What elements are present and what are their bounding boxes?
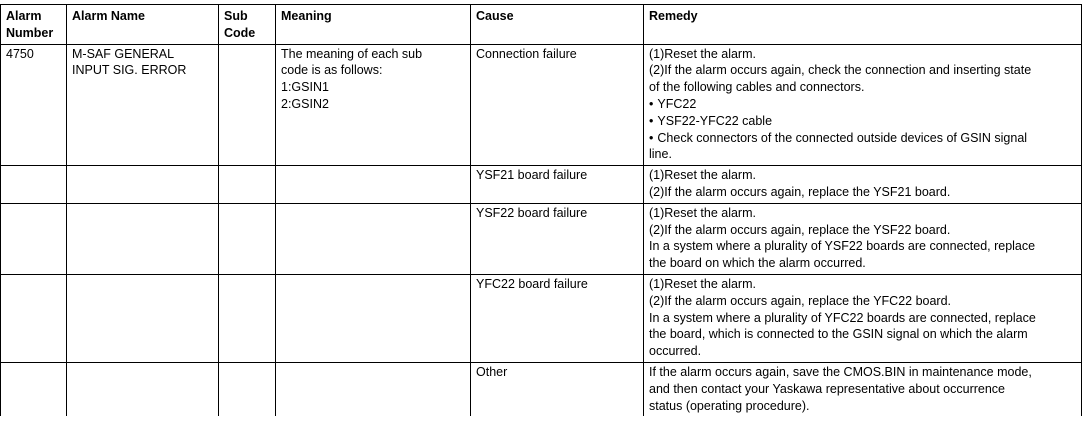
- meaning-cell: [276, 166, 471, 204]
- remedy-bullet-text: YSF22-YFC22 cable: [657, 113, 773, 128]
- meaning-cell: [276, 203, 471, 274]
- remedy-line: line.: [649, 147, 672, 162]
- remedy-bullet-item: [649, 96, 1076, 113]
- remedy-line: occurred.: [649, 344, 702, 359]
- cause-cell: [471, 44, 644, 166]
- cause-text: Connection failure: [476, 46, 577, 61]
- remedy-bullet-text: Check connectors of the connected outside devices of GSIN signal: [657, 130, 1028, 145]
- cause-text: YSF22 board failure: [476, 205, 588, 220]
- header-sub-code-line1: Sub: [224, 9, 248, 23]
- cause-text: YFC22 board failure: [476, 276, 588, 291]
- sub-code-cell: [219, 362, 276, 416]
- remedy-bullet-text: YFC22: [657, 96, 697, 111]
- remedy-line: (1)Reset the alarm.: [649, 46, 756, 61]
- sub-code-cell: [219, 166, 276, 204]
- meaning-cell: [276, 274, 471, 362]
- remedy-cell: [644, 44, 1082, 166]
- alarm-name-cell: [67, 166, 219, 204]
- meaning-line3: 1:GSIN1: [281, 80, 329, 95]
- table-row: [1, 166, 1082, 204]
- remedy-line: In a system where a plurality of YFC22 boards are connected, replace: [649, 310, 1036, 325]
- remedy-line: (2)If the alarm occurs again, replace the YSF22 board.: [649, 222, 951, 237]
- meaning-cell: [276, 44, 471, 166]
- remedy-line: (2)If the alarm occurs again, replace the YSF21 board.: [649, 184, 951, 199]
- remedy-line: (1)Reset the alarm.: [649, 168, 756, 183]
- header-alarm-number-line2: Number: [6, 25, 54, 40]
- remedy-bullet-item: [649, 130, 1076, 147]
- alarm-name-line1: M-SAF GENERAL: [72, 46, 175, 61]
- alarm-name-cell: [67, 44, 219, 166]
- remedy-cell: [644, 274, 1082, 362]
- table-row: [1, 203, 1082, 274]
- header-sub-code-line2: Code: [224, 25, 256, 40]
- alarm-number-cell: [1, 274, 67, 362]
- sub-code-cell: [219, 203, 276, 274]
- remedy-bullet-item: [649, 113, 1076, 130]
- alarm-name-cell: [67, 203, 219, 274]
- header-meaning-text: Meaning: [281, 9, 332, 23]
- remedy-cell: [644, 166, 1082, 204]
- remedy-line: In a system where a plurality of YSF22 boards are connected, replace: [649, 239, 1036, 254]
- meaning-cell: [276, 362, 471, 416]
- cause-cell: [471, 274, 644, 362]
- header-alarm-name-text: Alarm Name: [72, 9, 145, 23]
- sub-code-cell: [219, 274, 276, 362]
- alarm-number-cell: [1, 203, 67, 274]
- remedy-line: of the following cables and connectors.: [649, 80, 865, 95]
- header-sub-code: [219, 5, 276, 45]
- alarm-name-line2: INPUT SIG. ERROR: [72, 63, 187, 78]
- cause-cell: [471, 166, 644, 204]
- remedy-cell: [644, 203, 1082, 274]
- cause-text: YSF21 board failure: [476, 168, 588, 183]
- header-alarm-number-line1: Alarm: [6, 9, 42, 23]
- cause-text: Other: [476, 364, 508, 379]
- header-cause: [471, 5, 644, 45]
- remedy-line: status (operating procedure).: [649, 398, 810, 413]
- meaning-line4: 2:GSIN2: [281, 96, 329, 111]
- table-row: [1, 44, 1082, 166]
- cause-cell: [471, 203, 644, 274]
- header-remedy-text: Remedy: [649, 9, 698, 23]
- remedy-line: the board on which the alarm occurred.: [649, 256, 866, 271]
- alarm-name-cell: [67, 274, 219, 362]
- meaning-line1: The meaning of each sub: [281, 46, 423, 61]
- meaning-line2: code is as follows:: [281, 63, 383, 78]
- cause-cell: [471, 362, 644, 416]
- header-alarm-number: [1, 5, 67, 45]
- header-remedy: [644, 5, 1082, 45]
- remedy-line: the board, which is connected to the GSIN signal on which the alarm: [649, 327, 1028, 342]
- alarm-number-cell: [1, 44, 67, 166]
- alarm-name-cell: [67, 362, 219, 416]
- alarm-number-cell: [1, 362, 67, 416]
- header-alarm-name: [67, 5, 219, 45]
- remedy-line: If the alarm occurs again, save the CMOS.BIN in maintenance mode,: [649, 364, 1032, 379]
- table-row: [1, 362, 1082, 416]
- alarm-number-cell: [1, 166, 67, 204]
- bullet-icon: •: [649, 113, 654, 128]
- remedy-line: (1)Reset the alarm.: [649, 276, 756, 291]
- remedy-cell: [644, 362, 1082, 416]
- bullet-icon: •: [649, 130, 654, 145]
- sub-code-cell: [219, 44, 276, 166]
- bullet-icon: •: [649, 96, 654, 111]
- table-row: [1, 274, 1082, 362]
- header-meaning: [276, 5, 471, 45]
- header-row: [1, 5, 1082, 45]
- alarm-table: [0, 4, 1082, 416]
- remedy-line: and then contact your Yaskawa representative about occurrence: [649, 381, 1006, 396]
- remedy-line: (2)If the alarm occurs again, check the connection and inserting state: [649, 63, 1032, 78]
- remedy-line: (2)If the alarm occurs again, replace the YFC22 board.: [649, 293, 952, 308]
- header-cause-text: Cause: [476, 9, 514, 23]
- alarm-number: 4750: [6, 46, 34, 61]
- remedy-line: (1)Reset the alarm.: [649, 205, 756, 220]
